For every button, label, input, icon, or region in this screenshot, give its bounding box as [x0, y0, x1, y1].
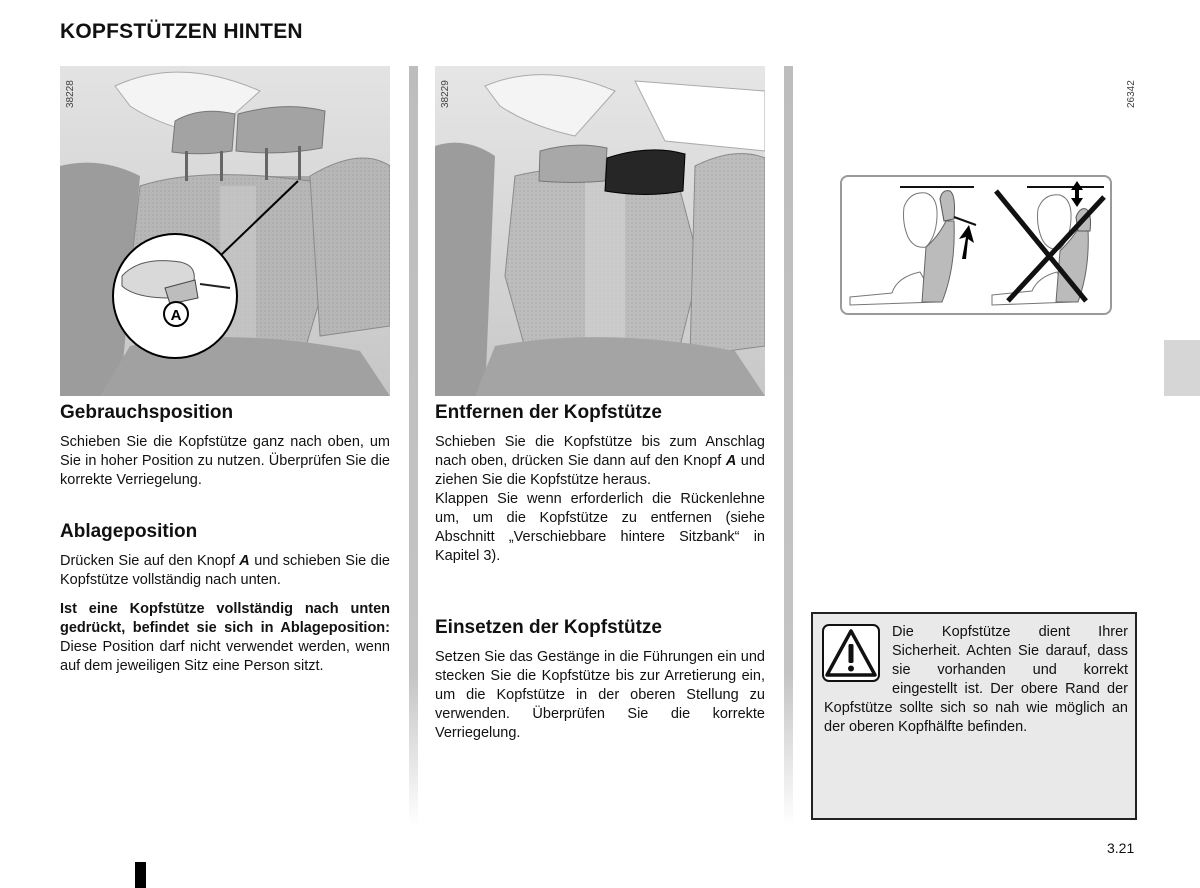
- photo-headrest-use-position: [60, 66, 390, 396]
- storage-position-text: [60, 552, 390, 590]
- storage-position-warning: [60, 600, 390, 676]
- section-title-storage-position: Ablageposition: [60, 521, 198, 542]
- page-title: KOPFSTÜTZEN HINTEN: [60, 20, 303, 43]
- section-title-insert-headrest: Einsetzen der Kopfstütze: [435, 617, 662, 638]
- section-title-use-position: Gebrauchsposition: [60, 402, 234, 423]
- storage-text-part2: und schieben Sie die Kopfstütze vollständig nach unten.: [60, 553, 390, 588]
- storage-text-part1: Drücken Sie auf den Knopf: [60, 553, 240, 569]
- section-title-remove-headrest: Entfernen der Kopfstütze: [435, 402, 662, 423]
- column-divider-right: [784, 66, 793, 826]
- knob-label-a-2: A: [725, 453, 737, 469]
- photo-headrest-removal: [435, 66, 765, 396]
- use-position-text: Schieben Sie die Kopfstütze ganz nach oben, um Sie in hoher Position zu nutzen. Überprüfen Sie die korrekte Verriegelung.: [60, 434, 390, 488]
- knob-label-a: A: [239, 553, 250, 569]
- image-code-2: 38229: [440, 80, 451, 108]
- chapter-tab-marker: [1164, 340, 1200, 396]
- headrest-photo-illustration: [60, 66, 390, 396]
- image-code-1: 38228: [65, 80, 76, 108]
- remove-text-part3: Klappen Sie wenn erforderlich die Rückenlehne um, um die Kopfstütze zu entfernen (siehe Abschnitt „Verschiebbare hintere Sitzbank“ in Kapitel 3).: [435, 491, 765, 564]
- safety-warning-content: Die Kopfstütze dient Ihrer Sicherheit. Achten Sie darauf, dass sie vorhanden und korrekt eingestellt ist. Der obere Rand der Kopfstütze sollte sich so nah wie möglich an der oberen Kopfhälfte befinden.: [824, 624, 1128, 735]
- image-code-3: 26342: [1126, 80, 1137, 108]
- headrest-removal-illustration: [435, 66, 765, 396]
- column-divider-left: [409, 66, 418, 826]
- remove-text-part2: und ziehen Sie die Kopfstütze heraus.: [435, 453, 765, 488]
- correct-incorrect-diagram: [842, 177, 1110, 313]
- storage-warning-rest: Diese Position darf nicht verwendet werden, wenn auf dem jeweiligen Sitz eine Person sitzt.: [60, 639, 390, 674]
- remove-text-part1: Schieben Sie die Kopfstütze bis zum Anschlag nach oben, drücken Sie dann auf den Knopf: [435, 434, 765, 469]
- headrest-height-diagram: [840, 175, 1112, 315]
- remove-headrest-text: [435, 433, 765, 566]
- page-number: 3.21: [1107, 840, 1135, 856]
- storage-warning-bold: Ist eine Kopfstütze vollständig nach unten gedrückt, befindet sie sich in Ablageposition:: [60, 601, 390, 636]
- print-mark: [135, 862, 146, 888]
- insert-headrest-text: Setzen Sie das Gestänge in die Führungen ein und stecken Sie die Kopfstütze bis zur Arretierung ein, um die Kopfstütze in der oberen Stellung zu verwenden. Überprüfen Sie die korrekte Verriegelung.: [435, 649, 765, 741]
- warning-triangle-icon: [822, 624, 880, 682]
- callout-label-a: A: [170, 307, 182, 324]
